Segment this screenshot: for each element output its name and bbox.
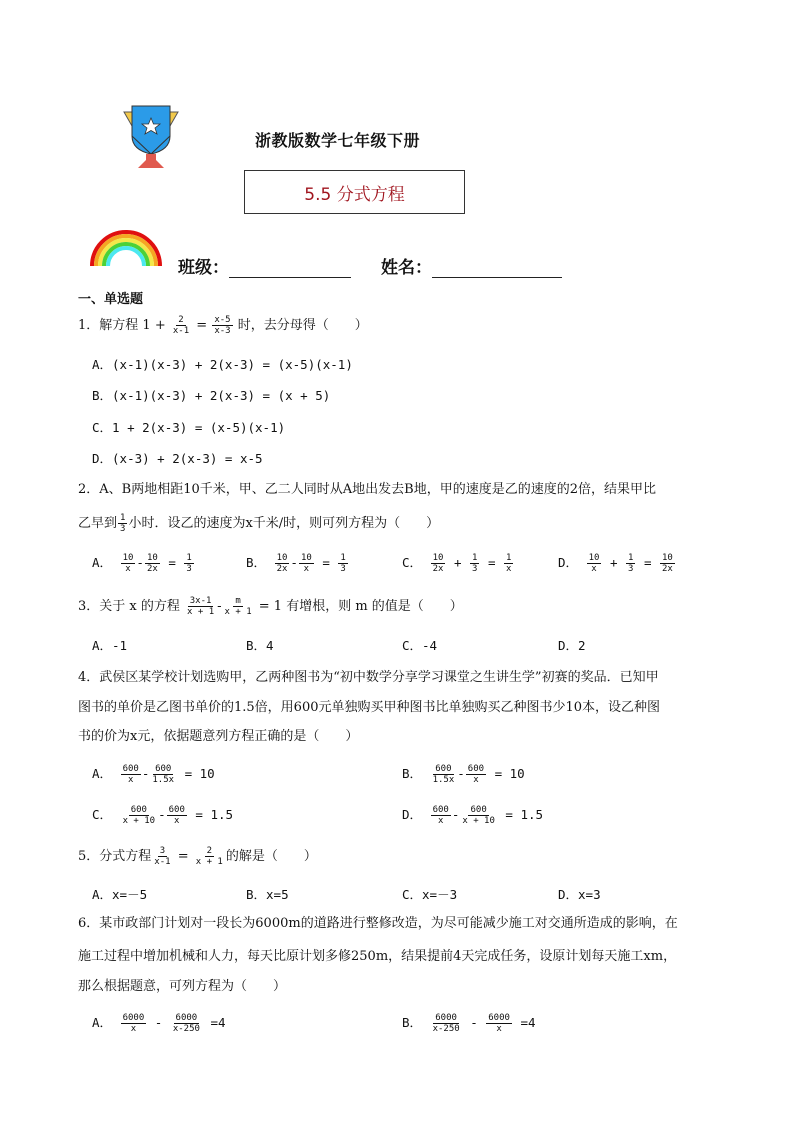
option-label: A． (92, 555, 113, 570)
option-label: D． (558, 555, 579, 570)
option-5b[interactable] (246, 885, 289, 903)
fraction (185, 596, 216, 617)
option-label: B． (246, 555, 267, 570)
denominator: x-3 (214, 326, 231, 336)
question-stem: 乙早到 (78, 516, 118, 531)
question-stem: 解方程 1 + (99, 318, 166, 333)
denominator: 3 (120, 524, 126, 534)
question-1 (78, 315, 368, 336)
option-2a[interactable] (92, 553, 195, 574)
option-5d[interactable] (558, 885, 601, 903)
question-number: 6． (78, 916, 100, 931)
question-2-line-2 (78, 513, 439, 534)
denominator: x + 1 (187, 607, 215, 617)
option-1d[interactable] (92, 449, 263, 467)
denominator: 2x (662, 564, 673, 574)
denominator: x (591, 564, 597, 574)
denominator: x (506, 564, 512, 574)
fraction (145, 553, 160, 574)
option-3a[interactable] (92, 636, 127, 654)
student-info-row (178, 253, 562, 278)
denominator: x (130, 1024, 137, 1034)
operator: - (470, 1015, 478, 1030)
numerator: 6000 (122, 1013, 145, 1023)
name-input[interactable] (432, 259, 562, 278)
equation-rhs: = 10 (184, 766, 215, 781)
fraction (660, 553, 675, 574)
question-stem: 施工过程中增加机械和人力，每天比原计划多修250m，结果提前4天完成任务，设原计划每天施工xm， (78, 949, 677, 964)
operator: - (217, 599, 222, 614)
option-label: A． (92, 1015, 113, 1030)
option-text: (x-1)(x-3) + 2(x-3) = (x-5)(x-1) (112, 357, 353, 372)
numerator: 600 (155, 764, 172, 774)
operator: - (290, 555, 298, 570)
option-label: D． (558, 887, 579, 902)
option-label: C． (402, 638, 423, 653)
option-label: B． (402, 1015, 423, 1030)
denominator: 2x (276, 564, 288, 574)
numerator: 6000 (435, 1013, 457, 1023)
denominator: x + 1 (195, 857, 223, 867)
option-label: A． (92, 357, 113, 372)
fraction (223, 596, 254, 617)
fraction (431, 553, 446, 574)
numerator: 2 (178, 315, 184, 325)
option-2d[interactable] (558, 553, 676, 574)
denominator: 2x (146, 564, 158, 574)
numerator: 600 (122, 764, 139, 774)
question-4-line-1 (78, 668, 659, 688)
denominator: 3 (186, 564, 192, 574)
numerator: 10 (432, 553, 444, 563)
denominator: 3 (340, 564, 346, 574)
numerator: m (235, 596, 241, 606)
fraction (184, 553, 193, 574)
fraction (118, 513, 127, 534)
denominator: x (174, 816, 180, 826)
fraction (299, 553, 314, 574)
option-text: 2 (578, 638, 586, 653)
option-2b[interactable] (246, 553, 349, 574)
numerator: 600 (467, 764, 485, 774)
operator: - (457, 766, 465, 781)
question-stem: 分式方程 (99, 849, 152, 864)
numerator: 10 (146, 553, 158, 563)
option-label: C． (92, 807, 113, 822)
option-label: A． (92, 638, 113, 653)
equation-rhs: = 1.5 (505, 807, 544, 822)
denominator: x (303, 564, 310, 574)
fraction (504, 553, 513, 574)
option-label: D． (402, 807, 423, 822)
option-text: x=5 (266, 887, 289, 902)
fraction (167, 805, 187, 826)
option-4c[interactable] (92, 805, 233, 826)
question-stem: A、B两地相距10千米，甲、乙二人同时从A地出发去B地，甲的速度是乙的速度的2倍，结果甲比 (99, 482, 656, 497)
equation-rhs: =4 (210, 1015, 226, 1030)
denominator: 3 (628, 564, 634, 574)
denominator: x-1 (154, 857, 171, 867)
question-stem: 图书的单价是乙图书单价的1.5倍，用600元单独购买甲种图书比单独购买乙种图书少10本，设乙种图 (78, 700, 661, 715)
option-text: 1 + 2(x-3) = (x-5)(x-1) (112, 420, 286, 435)
lesson-title: 5.5 分式方程 (304, 184, 405, 205)
equation-rhs: =4 (520, 1015, 536, 1030)
option-label: A． (92, 766, 113, 781)
option-3c[interactable] (402, 636, 437, 654)
numerator: 10 (122, 553, 134, 563)
question-stem-suffix: 小时．设乙的速度为x千米/时，则可列方程为（ ） (128, 516, 440, 531)
option-3b[interactable] (246, 636, 274, 654)
operator: + (453, 555, 462, 570)
denominator: x-250 (172, 1024, 200, 1034)
question-stem: 关于 x 的方程 (99, 599, 180, 614)
numerator: x-5 (214, 315, 231, 325)
question-3 (78, 596, 463, 617)
option-text: (x-1)(x-3) + 2(x-3) = (x + 5) (112, 388, 331, 403)
lesson-title-box (244, 170, 465, 214)
question-number: 4． (78, 670, 100, 685)
equals-sign: = (487, 555, 496, 570)
numerator: 600 (130, 805, 147, 815)
operator: - (136, 555, 144, 570)
option-label: B． (246, 887, 267, 902)
question-4-line-3 (78, 727, 358, 747)
numerator: 3 (159, 846, 166, 856)
fraction (275, 553, 290, 574)
option-4b[interactable] (402, 764, 525, 785)
operator: - (451, 807, 460, 822)
question-number: 3． (78, 599, 100, 614)
fraction (626, 553, 635, 574)
option-text: x=3 (578, 887, 601, 902)
denominator: x (127, 775, 134, 785)
question-stem: 武侯区某学校计划选购甲，乙两种图书为“初中数学分享学习课堂之生讲生学”初赛的奖品．已知甲 (99, 670, 659, 685)
denominator: 1.5x (152, 775, 175, 785)
numerator: 10 (662, 553, 673, 563)
question-6-line-1 (78, 914, 678, 934)
question-number: 2． (78, 482, 100, 497)
equals-sign: = (643, 555, 652, 570)
fraction (171, 1013, 202, 1034)
question-stem-suffix: 的解是（ ） (225, 849, 317, 864)
option-5c[interactable] (402, 885, 457, 903)
denominator: x (496, 1024, 502, 1034)
numerator: 10 (276, 553, 288, 563)
denominator: 3 (472, 564, 478, 574)
option-6a[interactable] (92, 1013, 226, 1034)
numerator: 600 (435, 764, 452, 774)
operator: - (154, 1015, 163, 1030)
fraction (152, 846, 172, 867)
section-title: 一、单选题 (78, 292, 144, 307)
rainbow-icon (90, 230, 162, 268)
option-label: B． (92, 388, 113, 403)
question-4-line-2 (78, 698, 660, 718)
question-5 (78, 846, 317, 867)
numerator: 1 (506, 553, 512, 563)
equals-sign: = (322, 555, 330, 570)
option-text: x=－5 (112, 887, 148, 902)
denominator: 2x (432, 564, 444, 574)
fraction (466, 764, 486, 785)
option-text: x=－3 (422, 887, 458, 902)
option-text: (x-3) + 2(x-3) = x-5 (112, 451, 263, 466)
fraction (121, 764, 141, 785)
option-label: A． (92, 887, 113, 902)
denominator: x (473, 775, 479, 785)
operator: - (158, 807, 166, 822)
question-6-line-3 (78, 977, 286, 997)
option-text: -1 (112, 638, 128, 653)
numerator: 600 (432, 805, 449, 815)
numerator: 6000 (175, 1013, 198, 1023)
numerator: 600 (168, 805, 185, 815)
option-5a[interactable] (92, 885, 147, 903)
denominator: x (125, 564, 131, 574)
fraction (431, 805, 451, 826)
option-1c[interactable] (92, 418, 285, 436)
option-label: B． (246, 638, 267, 653)
fraction (431, 1013, 462, 1034)
equals-sign: = (168, 555, 176, 570)
option-label: D． (558, 638, 579, 653)
question-6-line-2 (78, 947, 676, 967)
option-2c[interactable] (402, 553, 514, 574)
question-stem-suffix: 时，去分母得（ ） (237, 318, 368, 333)
option-4a[interactable] (92, 764, 215, 785)
operator: - (141, 766, 150, 781)
denominator: x-250 (432, 1024, 460, 1034)
question-stem: 那么根据题意，可列方程为（ ） (78, 979, 287, 994)
question-stem: 书的价为x元，依据题意列方程正确的是（ ） (78, 729, 359, 744)
option-label: B． (402, 766, 423, 781)
equation-rhs: = 1.5 (195, 807, 234, 822)
numerator: 2 (206, 846, 212, 856)
question-number: 5． (78, 849, 100, 864)
option-label: D． (92, 451, 113, 466)
numerator: 1 (120, 513, 126, 523)
name-label: 姓名： (381, 258, 432, 278)
fraction (587, 553, 602, 574)
equals-sign: = (196, 318, 208, 333)
numerator: 6000 (488, 1013, 510, 1023)
book-title: 浙教版数学七年级下册 (255, 131, 421, 150)
numerator: 1 (628, 553, 634, 563)
denominator: x + 10 (122, 816, 156, 826)
fraction (171, 315, 191, 336)
question-stem-suffix: = 1 有增根，则 m 的值是（ ） (258, 599, 463, 614)
option-text: 4 (266, 638, 274, 653)
option-1b[interactable] (92, 386, 330, 404)
numerator: 600 (470, 805, 487, 815)
denominator: x-1 (172, 326, 190, 336)
option-label: C． (402, 555, 423, 570)
option-4d[interactable] (402, 805, 543, 826)
numerator: 1 (472, 553, 478, 563)
numerator: 1 (340, 553, 346, 563)
question-2-line-1 (78, 480, 656, 500)
fraction (121, 553, 136, 574)
operator: + (609, 555, 618, 570)
equals-sign: = (177, 849, 189, 864)
numerator: 10 (300, 553, 312, 563)
numerator: 10 (588, 553, 600, 563)
fraction (194, 846, 225, 867)
denominator: 1.5x (432, 775, 455, 785)
fraction (486, 1013, 512, 1034)
class-input[interactable] (229, 259, 351, 278)
question-stem: 某市政部门计划对一段长为6000m的道路进行整修改造，为尽可能减少施工对交通所造成的影响，在 (99, 916, 678, 931)
option-1a[interactable] (92, 355, 353, 373)
question-number: 1． (78, 318, 100, 333)
fraction (121, 805, 158, 826)
fraction (431, 764, 457, 785)
equation-rhs: = 10 (494, 766, 525, 781)
fraction (150, 764, 176, 785)
trophy-icon (118, 100, 184, 170)
option-6b[interactable] (402, 1013, 536, 1034)
class-label: 班级： (178, 258, 229, 278)
denominator: x + 1 (224, 607, 252, 617)
fraction (338, 553, 347, 574)
fraction (460, 805, 497, 826)
option-label: C． (92, 420, 113, 435)
denominator: x + 10 (462, 816, 495, 826)
fraction (121, 1013, 147, 1034)
option-text: -4 (422, 638, 438, 653)
denominator: x (437, 816, 444, 826)
numerator: 1 (186, 553, 192, 563)
option-label: C． (402, 887, 423, 902)
option-3d[interactable] (558, 636, 586, 654)
numerator: 3x-1 (189, 596, 212, 606)
fraction (212, 315, 232, 336)
fraction (470, 553, 479, 574)
